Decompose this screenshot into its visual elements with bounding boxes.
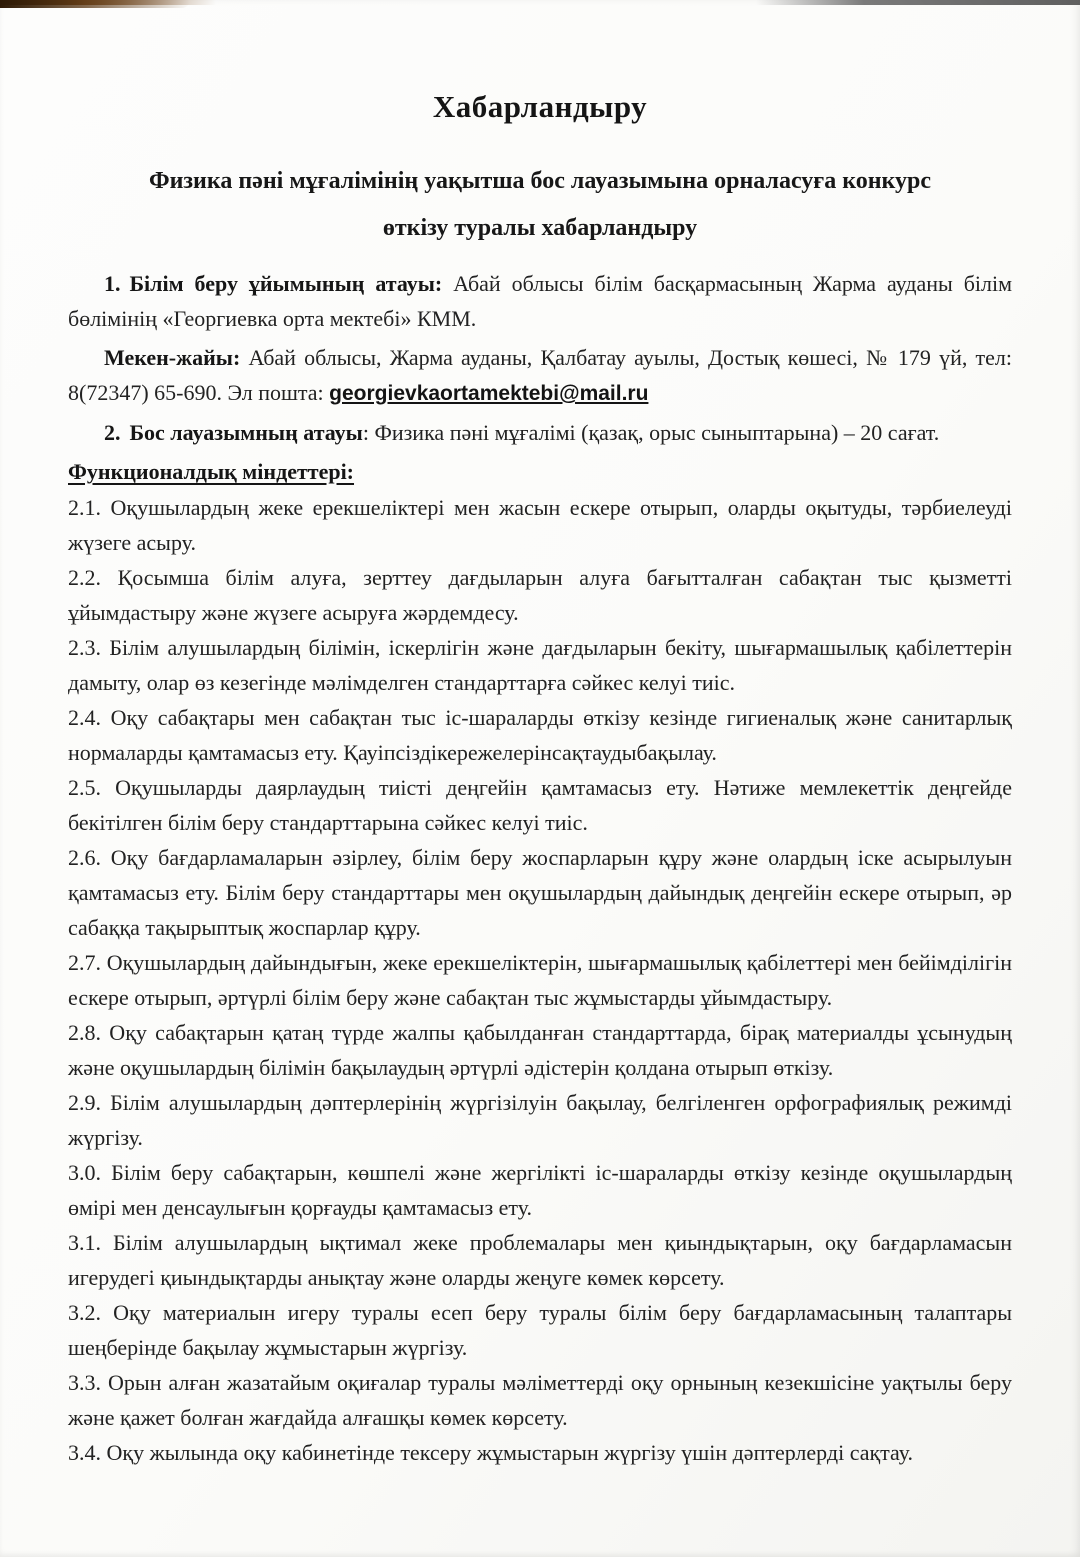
duty-item-3-0: 3.0. Білім беру сабақтарын, көшпелі және жергілікті іс-шараларды өткізу кезінде оқушылардың өмірі мен денсаулығын қорғауды қамтамасыз ету. <box>68 1160 1012 1220</box>
address-label: Мекен-жайы: <box>104 345 241 370</box>
vacancy-label: Бос лауазымның атауы <box>129 420 363 445</box>
org-text: Абай облысы білім басқармасының Жарма ауданы білім бөлімінің «Георгиевка орта мектебі» КММ. <box>68 271 1013 331</box>
vacancy-item-number: 2. <box>104 420 121 445</box>
duty-item-2-3: 2.3. Білім алушылардың білімін, іскерлігін және дағдыларын бекіту, шығармашылық қабілеттерін дамыту, олар өз кезегінде мәлімделген стандарттарға сәйкес келуі тиіс. <box>68 635 1012 695</box>
duty-item-2-5: 2.5. Оқушыларды даярлаудың тиісті деңгейін қамтамасыз ету. Нәтиже мемлекеттік деңгейде бекітілген білім беру стандарттарына сәйкес келуі тиіс. <box>68 775 1012 835</box>
document-title: Хабарландыру <box>432 89 648 124</box>
org-item-number: 1. <box>104 271 121 296</box>
duty-item-3-4: 3.4. Оқу жылында оқу кабинетінде тексеру жұмыстарын жүргізу үшін дәптерлерді сақтау. <box>68 1440 914 1465</box>
document-subtitle <box>68 158 1012 252</box>
duty-item-2-7: 2.7. Оқушылардың дайындығын, жеке ерекшеліктерін, шығармашылық қабілеттері мен бейімділігін ескере отырып, әртүрлі білім беру және сабақтан тыс жұмыстарды ұйымдастыру. <box>68 950 1012 1010</box>
vacancy-paragraph <box>68 415 1012 450</box>
duty-item-2-4: 2.4. Оқу сабақтары мен сабақтан тыс іс-шараларды өткізу кезінде гигиеналық және санитарлық нормаларды қамтамасыз ету. Қауіпсіздікережелерінсақтаудыбақылау. <box>68 705 1012 765</box>
vacancy-text: : Физика пәні мұғалімі (қазақ, орыс сыныптарына) – 20 сағат. <box>362 420 940 445</box>
org-name-paragraph <box>68 266 1012 336</box>
subtitle-line-2: өткізу туралы хабарландыру <box>382 215 698 241</box>
duty-item-2-9: 2.9. Білім алушылардың дәптерлерінің жүргізілуін бақылау, белгіленген орфографиялық режимді жүргізу. <box>68 1090 1012 1150</box>
address-text: Абай облысы, Жарма ауданы, Қалбатау ауылы, Достық көшесі, № 179 үй, тел: 8(72347) 65-690. Эл пошта: <box>68 345 1012 405</box>
duty-item-3-1: 3.1. Білім алушылардың ықтимал жеке проблемалары мен қиындықтарын, оқу бағдарламасын игерудегі қиындықтарды анықтау және оларды жеңуге көмек көрсету. <box>68 1230 1012 1290</box>
duty-item-2-8: 2.8. Оқу сабақтарын қатаң түрде жалпы қабылданған стандарттарда, бірақ материалды ұсынудың және оқушылардың білімін бақылаудың әртүрлі әдістерін қолдана отырып өткізу. <box>68 1020 1012 1080</box>
duty-item-2-2: 2.2. Қосымша білім алуға, зерттеу дағдыларын алуға бағытталған сабақтан тыс қызметті ұйымдастыру және жүзеге асыруға жәрдемдесу. <box>68 565 1012 625</box>
org-label: Білім беру ұйымының атауы: <box>129 271 443 296</box>
duty-item-2-1: 2.1. Оқушылардың жеке ерекшеліктері мен жасын ескере отырып, оларды оқытуды, тәрбиелеуді жүзеге асыру. <box>68 495 1012 555</box>
email-address: georgievkaortamektebi@mail.ru <box>329 382 649 405</box>
address-paragraph <box>68 340 1012 411</box>
subtitle-line-1: Физика пәні мұғалімінің уақытша бос лауазымына орналасуға конкурс <box>148 168 932 194</box>
duties-heading: Функционалдық міндеттері: <box>68 459 355 484</box>
duty-item-3-3: 3.3. Орын алған жазатайым оқиғалар туралы мәліметтерді оқу орнының кезекшісіне уақтылы беру және қажет болған жағдайда алғашқы көмек көрсету. <box>68 1370 1012 1430</box>
duty-item-2-6: 2.6. Оқу бағдарламаларын әзірлеу, білім беру жоспарларын құру және олардың іске асырылуын қамтамасыз ету. Білім беру стандарттары мен оқушылардың дайындық деңгейін ескере отырып, әр сабаққа тақырыптық жоспарлар құру. <box>68 845 1012 940</box>
duty-item-3-2: 3.2. Оқу материалын игеру туралы есеп беру туралы білім беру бағдарламасының талаптары шеңберінде бақылау жұмыстарын жүргізу. <box>68 1300 1012 1360</box>
scan-artifact-corner <box>0 0 190 8</box>
